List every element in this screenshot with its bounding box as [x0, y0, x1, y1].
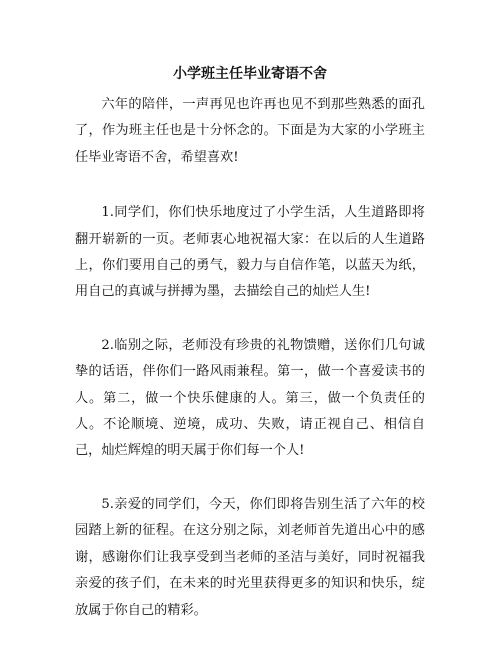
message-paragraph-1: 1.同学们，你们快乐地度过了小学生活，人生道路即将翻开崭新的一页。老师衷心地祝福大家：在以后的人生道路上，你们要用自己的勇气，毅力与自信作笔，以蓝天为纸，用自己的真诚与拼搏为墨，去描绘自己的灿烂人生!: [75, 205, 425, 300]
intro-paragraph: 六年的陪伴，一声再见也许再也见不到那些熟悉的面孔了，作为班主任也是十分怀念的。下面是为大家的小学班主任毕业寄语不舍，希望喜欢!: [75, 97, 425, 165]
message-paragraph-2: 2.临别之际，老师没有珍贵的礼物馈赠，送你们几句诚挚的话语，伴你们一路风雨兼程。第一，做一个喜爱读书的人。第二，做一个快乐健康的人。第三，做一个负责任的人。不论顺境、逆境，成功、失败，请正视自己、相信自己，灿烂辉煌的明天属于你们每一个人!: [75, 337, 425, 459]
message-paragraph-5: 5.亲爱的同学们，今天，你们即将告别生活了六年的校园踏上新的征程。在这分别之际，刘老师首先道出心中的感谢，感谢你们让我享受到当老师的圣洁与美好，同时祝福我亲爱的孩子们，在未来的时光里获得更多的知识和快乐，绽放属于你自己的精彩。: [75, 496, 425, 618]
document-title: 小学班主任毕业寄语不舍: [173, 66, 327, 82]
document-body: [75, 92, 425, 651]
